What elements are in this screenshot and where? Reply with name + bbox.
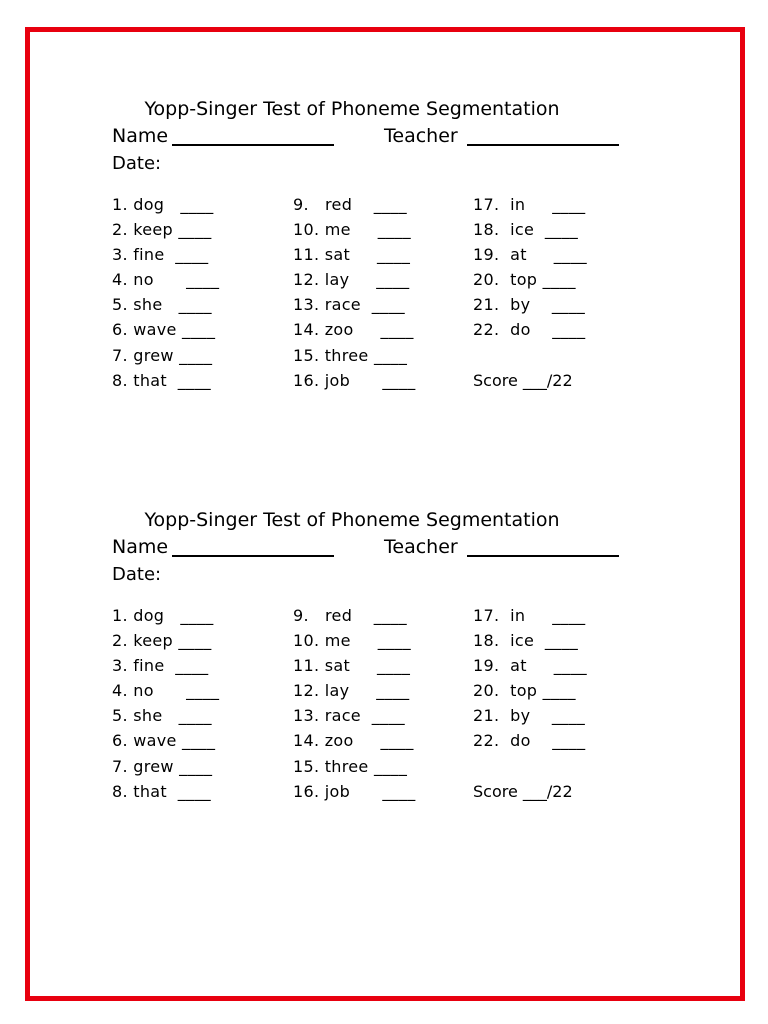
word-item: 10. me ____: [293, 631, 411, 651]
word-item: 13. race ____: [293, 295, 405, 315]
word-item: 7. grew ____: [112, 756, 213, 776]
word-column-1: [112, 192, 219, 393]
word-column-2: [293, 603, 416, 804]
word-item: 16. job ____: [293, 370, 416, 390]
name-teacher-row: [112, 122, 672, 151]
word-item: 17. in ____: [473, 195, 586, 214]
word-item: 6. wave ____: [112, 731, 216, 751]
word-item: 1. dog ____: [112, 606, 214, 625]
word-item: 5. she ____: [112, 295, 212, 315]
word-item: 19. at ____: [473, 245, 587, 265]
word-item: 16. job ____: [293, 781, 416, 801]
word-column-1: [112, 603, 219, 804]
word-item: 4. no ____: [112, 681, 220, 701]
word-item: 9. red ____: [293, 606, 407, 625]
teacher-blank[interactable]: [467, 555, 619, 557]
word-item: 17. in ____: [473, 606, 586, 625]
word-item: 5. she ____: [112, 706, 212, 726]
word-item: 14. zoo ____: [293, 731, 414, 751]
word-item: 2. keep ____: [112, 220, 212, 240]
date-label: Date:: [112, 153, 162, 174]
word-item: 4. no ____: [112, 270, 220, 290]
word-item: 8. that ____: [112, 781, 211, 801]
word-item: 14. zoo ____: [293, 320, 414, 340]
word-item: 22. do ____: [473, 320, 586, 340]
name-label: Name: [112, 125, 169, 147]
word-list: [112, 603, 672, 808]
form-title: Yopp-Singer Test of Phoneme Segmentation: [144, 98, 560, 120]
name-blank[interactable]: [172, 144, 334, 146]
test-form-1: [112, 96, 672, 397]
word-item: 3. fine ____: [112, 656, 209, 676]
test-form-2: [112, 507, 672, 808]
word-item: 10. me ____: [293, 220, 411, 240]
word-item: 18. ice ____: [473, 220, 579, 240]
word-item: 7. grew ____: [112, 345, 213, 365]
word-item: 18. ice ____: [473, 631, 579, 651]
word-item: 15. three ____: [293, 345, 408, 365]
word-item: 21. by ____: [473, 295, 586, 315]
word-item: 22. do ____: [473, 731, 586, 751]
word-item: 19. at ____: [473, 656, 587, 676]
word-item: 21. by ____: [473, 706, 586, 726]
form-title: Yopp-Singer Test of Phoneme Segmentation: [144, 509, 560, 531]
word-column-3: [473, 603, 587, 804]
word-item: 1. dog ____: [112, 195, 214, 214]
word-item: 20. top ____: [473, 270, 576, 290]
word-item: 13. race ____: [293, 706, 405, 726]
date-label: Date:: [112, 564, 162, 585]
score-field: Score ___/22: [473, 370, 573, 390]
word-item: 8. that ____: [112, 370, 211, 390]
word-item: 12. lay ____: [293, 681, 410, 701]
name-blank[interactable]: [172, 555, 334, 557]
word-item: 2. keep ____: [112, 631, 212, 651]
word-item: 9. red ____: [293, 195, 407, 214]
word-item: 20. top ____: [473, 681, 576, 701]
teacher-label: Teacher: [384, 125, 458, 147]
word-column-2: [293, 192, 416, 393]
word-column-3: [473, 192, 587, 393]
word-list: [112, 192, 672, 397]
teacher-blank[interactable]: [467, 144, 619, 146]
word-item: 11. sat ____: [293, 245, 411, 265]
teacher-label: Teacher: [384, 536, 458, 558]
name-label: Name: [112, 536, 169, 558]
word-item: 6. wave ____: [112, 320, 216, 340]
word-item: 15. three ____: [293, 756, 408, 776]
spacer: [473, 343, 587, 368]
score-field: Score ___/22: [473, 781, 573, 801]
name-teacher-row: [112, 533, 672, 562]
word-item: 3. fine ____: [112, 245, 209, 265]
word-item: 12. lay ____: [293, 270, 410, 290]
word-item: 11. sat ____: [293, 656, 411, 676]
spacer: [473, 754, 587, 779]
